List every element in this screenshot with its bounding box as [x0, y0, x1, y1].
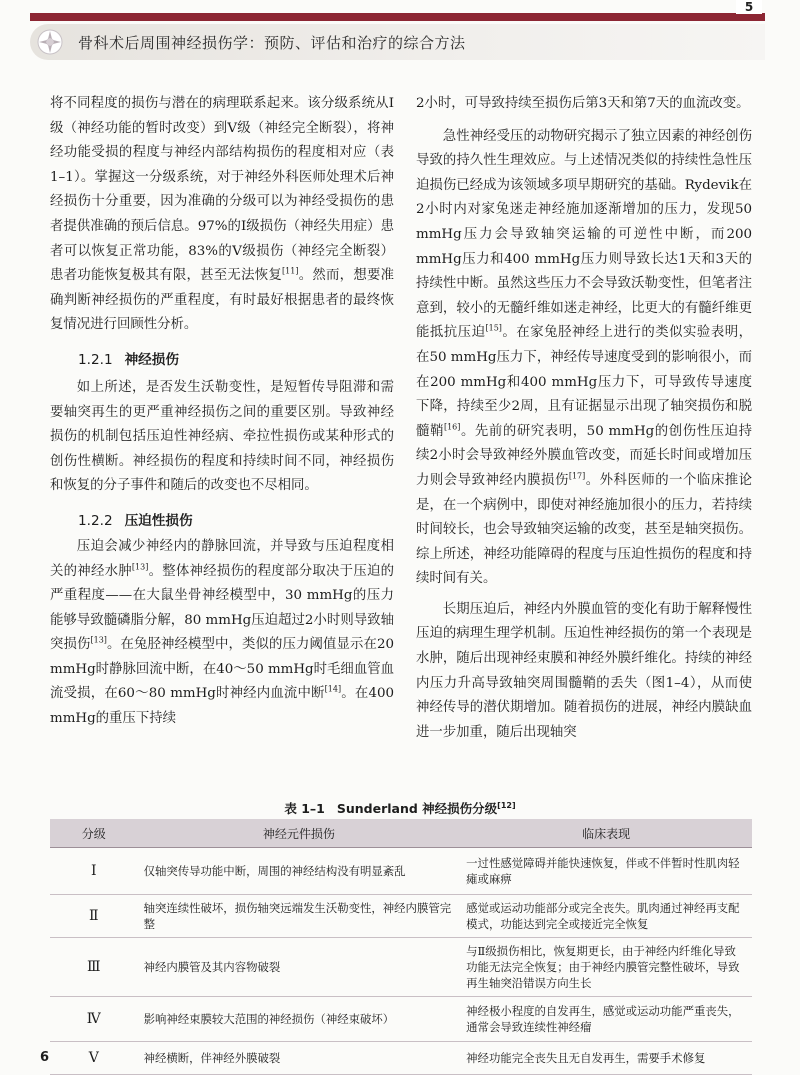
citation: [13] — [90, 635, 107, 645]
paragraph: 如上所述，是否发生沃勒变性，是短暂传导阻滞和需要轴突再生的更严重神经损伤之间的重要区别。导致神经损伤的机制包括压迫性神经病、牵拉性损伤或某种形式的创伤性横断。神经损伤的程度和持续时间不同，神经损伤和恢复的分子事件和随后的改变也不尽相同。 — [50, 379, 394, 494]
paragraph: 长期压迫后，神经内外膜血管的变化有助于解释慢性压迫的病理生理学机制。压迫性神经损伤的第一个表现是水肿，随后出现神经束膜和神经外膜纤维化。持续的神经内压力升高导致轴突周围髓鞘的丢失（图1–4），从而使神经传导的潜伏期增加。随着损伤的进展，神经内膜缺血进一步加重，随后出现轴突 — [416, 601, 752, 740]
page-number: 6 — [40, 1050, 50, 1065]
citation: [17] — [568, 471, 586, 481]
left-column — [50, 92, 394, 732]
section-heading-compression-injury: 1.2.2 压迫性损伤 — [78, 512, 193, 529]
citation: [14] — [324, 685, 342, 694]
damage-cell: 仅轴突传导功能中断，周围的神经结构没有明显紊乱 — [138, 848, 461, 895]
grade-cell: Ⅳ — [50, 997, 138, 1042]
grade-cell: Ⅲ — [50, 938, 138, 997]
table-row — [50, 895, 752, 938]
corner-page-number: 5 — [736, 0, 762, 14]
section-heading-nerve-injury: 1.2.1 神经损伤 — [78, 351, 179, 368]
table-row — [50, 938, 752, 997]
table-row — [50, 997, 752, 1042]
damage-cell: 神经内膜管及其内容物破裂 — [138, 938, 461, 997]
clinical-cell: 一过性感觉障碍并能快速恢复，伴或不伴暂时性肌肉轻瘫或麻痹 — [460, 848, 752, 895]
header-rule — [30, 13, 765, 21]
damage-cell: 轴突连续性破坏，损伤轴突远端发生沃勒变性，神经内膜管完整 — [138, 895, 461, 938]
header-damage: 神经元件损伤 — [138, 819, 461, 848]
paragraph: 压迫会减少神经内的静脉回流，并导致与压迫程度相关的神经水肿[13]。整体神经损伤的程度部分取决于压迫的严重程度——在大鼠坐骨神经模型中，30 mmHg的压力能够导致髓磷脂分解，80 mmHg压迫超过2小时则导致轴突损伤[13]。在兔胫神经模型中，类似的压力阈值显示在20 mmHg时静脉回流中断，在40～50 mmHg时毛细血管血流受损，在60～80 mmHg时神经内血流中断[14]。在400 mmHg的重压下持续 — [50, 538, 395, 727]
clinical-cell: 感觉或运动功能部分或完全丧失。肌肉通过神经再支配模式，功能达到完全或接近完全恢复 — [460, 895, 752, 938]
flower-logo-icon — [36, 28, 64, 56]
table-row — [50, 848, 752, 895]
paragraph: 将不同程度的损伤与潜在的病理联系起来。该分级系统从Ⅰ级（神经功能的暂时改变）到Ⅴ级（神经完全断裂），将神经功能受损的程度与神经内部结构损伤的程度相对应（表1–1）。掌握这一分级系统，对于神经外科医师处理术后神经损伤十分重要，因为准确的分级可以为神经受损伤的患者提供准确的预后信息。97%的Ⅰ级损伤（神经失用症）患者可以恢复正常功能，83%的Ⅴ级损伤（神经完全断裂）患者功能恢复极其有限，甚至无法恢复[11]。然而，想要准确判断神经损伤的严重程度，有时最好根据患者的最终恢复情况进行回顾性分析。 — [50, 96, 395, 333]
citation: [13] — [131, 562, 149, 572]
grade-cell: Ⅴ — [50, 1042, 138, 1075]
citation: [12] — [497, 800, 516, 810]
sunderland-table — [50, 819, 752, 1075]
damage-cell: 神经横断，伴神经外膜破裂 — [138, 1042, 461, 1075]
right-column — [416, 92, 752, 745]
paragraph: 急性神经受压的动物研究揭示了独立因素的神经创伤导致的持久性生理效应。与上述情况类似的持续性急性压迫损伤已经成为该领域多项早期研究的基础。Rydevik在2小时内对家兔迷走神经施加逐渐增加的压力，发现50 mmHg压力会导致轴突运输的可逆性中断，而200 mmHg压力和400 mmHg压力则导致长达1天和3天的持续性中断。虽然这些压力不会导致沃勒变性，但笔者注意到，较小的无髓纤维如迷走神经，比更大的有髓纤维更能抵抗压迫[15]。在家兔胫神经上进行的类似实验表明，在50 mmHg压力下，神经传导速度受到的影响很小，而在200 mmHg和400 mmHg压力下，可导致传导速度下降，持续至少2周，且有证据显示出现了轴突损伤和脱髓鞘[16]。先前的研究表明，50 mmHg的创伤性压迫持续2小时会导致神经外膜血管改变，而延长时间或增加压力则会导致神经内膜损伤[17]。外科医师的一个临床推论是，在一个病例中，即使对神经施加很小的压力，若持续时间较长，也会导致轴突运输的改变，甚至是轴突损伤。综上所述，神经功能障碍的程度与压迫性损伤的程度和持续时间有关。 — [416, 128, 753, 587]
header-clinical: 临床表现 — [460, 819, 752, 848]
damage-cell: 影响神经束膜较大范围的神经损伤（神经束破坏） — [138, 997, 461, 1042]
clinical-cell: 神经极小程度的自发再生，感觉或运动功能严重丧失，通常会导致连续性神经瘤 — [460, 997, 752, 1042]
running-title: 骨科术后周围神经损伤学：预防、评估和治疗的综合方法 — [78, 34, 466, 52]
running-header — [30, 24, 765, 60]
citation: [11] — [282, 266, 299, 276]
table-caption: 表 1–1 Sunderland 神经损伤分级[12] — [284, 800, 516, 816]
citation: [15] — [485, 323, 502, 333]
clinical-cell: 神经功能完全丧失且无自发再生，需要手术修复 — [460, 1042, 752, 1075]
header-grade: 分级 — [50, 819, 138, 848]
paragraph: 2小时，可导致持续至损伤后第3天和第7天的血流改变。 — [416, 96, 750, 111]
grade-cell: Ⅱ — [50, 895, 138, 938]
table-header-row — [50, 819, 752, 848]
clinical-cell: 与Ⅱ级损伤相比，恢复期更长，由于神经内纤维化导致功能无法完全恢复；由于神经内膜管完整性破坏，导致再生轴突沿错误方向生长 — [460, 938, 752, 997]
table-row — [50, 1042, 752, 1075]
grade-cell: Ⅰ — [50, 848, 138, 895]
citation: [16] — [443, 422, 461, 432]
